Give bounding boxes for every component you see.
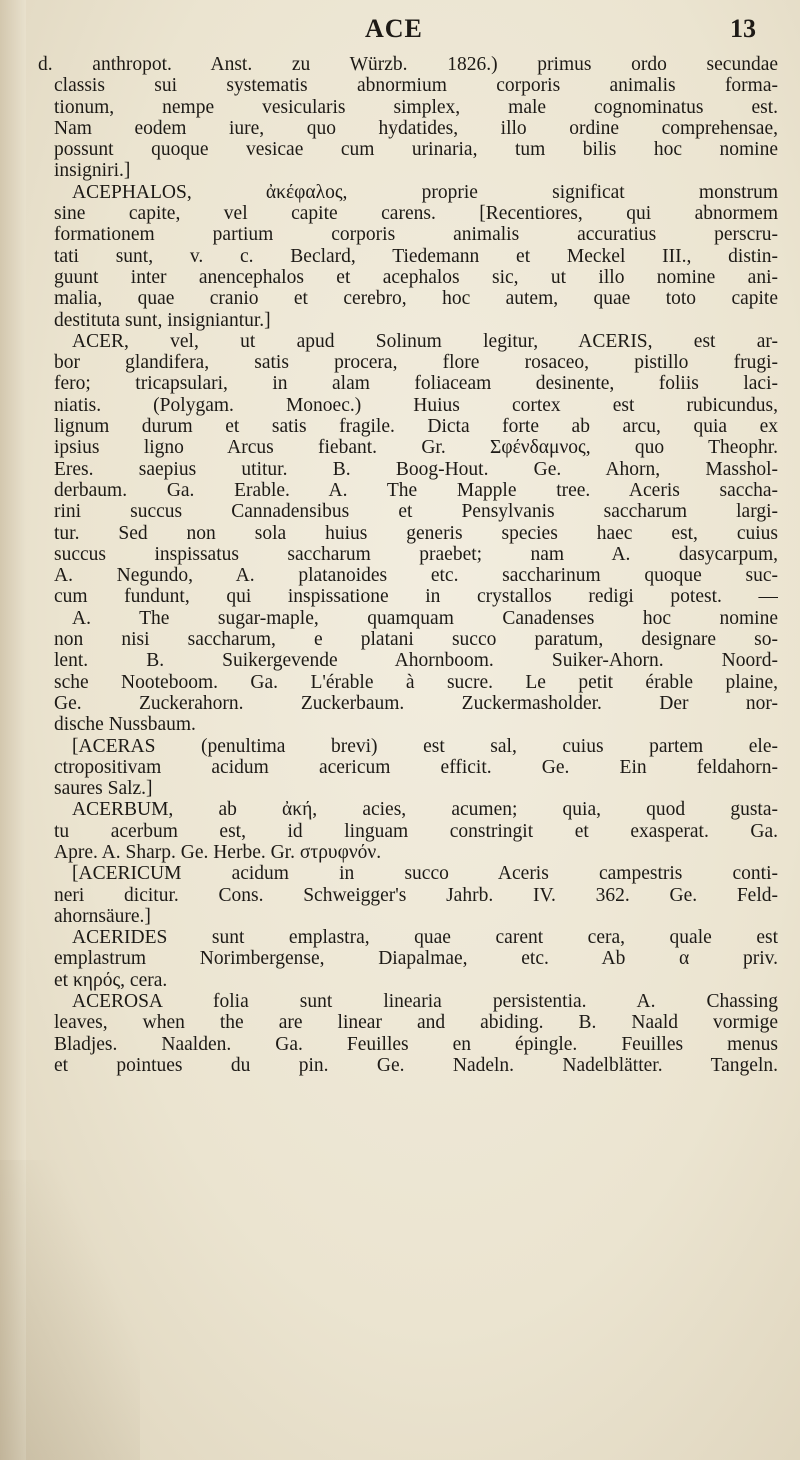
text-line: A. The sugar-maple, quamquam Canadenses hoc nomine <box>72 607 778 629</box>
text-line: sche Nooteboom. Ga. L'érable à sucre. Le petit érable plaine, <box>54 671 778 693</box>
entry-acerosa: ACEROSA folia sunt linearia persistentia. A. Chassing <box>72 991 778 1013</box>
entry-acerides: ACERIDES sunt emplastra, quae carent cera, quale est <box>72 927 778 949</box>
text-line: Apre. A. Sharp. Ge. Herbe. Gr. στρυφνόν. <box>54 841 382 863</box>
text-line: tu acerbum est, id linguam constringit et exasperat. Ga. <box>54 820 778 842</box>
text-line: neri dicitur. Cons. Schweigger's Jahrb. IV. 362. Ge. Feld- <box>54 884 778 906</box>
text-line: et κηρός, cera. <box>54 969 168 991</box>
text-line: fero; tricapsulari, in alam foliaceam desinente, foliis laci- <box>54 373 778 395</box>
running-header <box>0 10 800 50</box>
text-line: saures Salz.] <box>54 778 153 800</box>
text-line: niatis. (Polygam. Monoec.) Huius cortex est rubicundus, <box>54 394 778 416</box>
text-line: A. Negundo, A. platanoides etc. saccharinum quoque suc- <box>54 565 778 587</box>
page-shadow <box>0 1160 140 1460</box>
text-line: destituta sunt, insigniantur.] <box>54 309 271 331</box>
text-line: Ge. Zuckerahorn. Zuckerbaum. Zuckermasholder. Der nor- <box>54 692 778 714</box>
text-line: possunt quoque vesicae cum urinaria, tum bilis hoc nomine <box>54 139 778 161</box>
text-line: bor glandifera, satis procera, flore rosaceo, pistillo frugi- <box>54 352 778 374</box>
text-line: succus inspissatus saccharum praebet; nam A. dasycarpum, <box>54 543 778 565</box>
text-line: insigniri.] <box>54 160 131 182</box>
entry-acericum: [ACERICUM acidum in succo Aceris campestris conti- <box>72 863 778 885</box>
text-line: lignum durum et satis fragile. Dicta forte ab arcu, quia ex <box>54 416 778 438</box>
text-line: ahornsäure.] <box>54 905 151 927</box>
entry-aceras: [ACERAS (penultima brevi) est sal, cuius partem ele- <box>72 735 778 757</box>
entry-acerbum: ACERBUM, ab ἀκή, acies, acumen; quia, quod gusta- <box>72 799 778 821</box>
text-line: guunt inter anencephalos et acephalos sic, ut illo nomine ani- <box>54 266 778 288</box>
text-line: Nam eodem iure, quo hydatides, illo ordine comprehensae, <box>54 117 778 139</box>
text-line: et pointues du pin. Ge. Nadeln. Nadelblätter. Tangeln. <box>54 1054 778 1076</box>
running-headword: ACE <box>365 14 423 43</box>
text-line: tur. Sed non sola huius generis species haec est, cuius <box>54 522 778 544</box>
page-number: 13 <box>730 14 756 43</box>
entry-acer: ACER, vel, ut apud Solinum legitur, ACERIS, est ar- <box>72 330 778 352</box>
text-line: cum fundunt, qui inspissatione in crystallos redigi potest. — <box>54 586 778 608</box>
text-line: ipsius ligno Arcus fiebant. Gr. Σφένδαμνος, quo Theophr. <box>54 437 778 459</box>
text-line: classis sui systematis abnormium corporis animalis forma- <box>54 75 778 97</box>
text-line: Eres. saepius utitur. B. Boog-Hout. Ge. Ahorn, Masshol- <box>54 458 778 480</box>
text-line: lent. B. Suikergevende Ahornboom. Suiker-Ahorn. Noord- <box>54 650 778 672</box>
text-line: Bladjes. Naalden. Ga. Feuilles en épingle. Feuilles menus <box>54 1033 778 1055</box>
text-line: non nisi saccharum, e platani succo paratum, designare so- <box>54 629 778 651</box>
text-line: dische Nussbaum. <box>54 714 196 736</box>
text-line: derbaum. Ga. Erable. A. The Mapple tree. Aceris saccha- <box>54 479 778 501</box>
text-line: rini succus Cannadensibus et Pensylvanis saccharum largi- <box>54 501 778 523</box>
text-line: tionum, nempe vesicularis simplex, male cognominatus est. <box>54 96 778 118</box>
text-line: d. anthropot. Anst. zu Würzb. 1826.) primus ordo secundae <box>38 54 778 75</box>
text-line: formationem partium corporis animalis accuratius perscru- <box>54 224 778 246</box>
text-line: malia, quae cranio et cerebro, hoc autem, quae toto capite <box>54 288 778 310</box>
text-line: sine capite, vel capite carens. [Recentiores, qui abnormem <box>54 203 778 225</box>
text-line: tati sunt, v. c. Beclard, Tiedemann et Meckel III., distin- <box>54 245 778 267</box>
text-line: emplastrum Norimbergense, Diapalmae, etc. Ab α priv. <box>54 948 778 970</box>
text-line: ctropositivam acidum acericum efficit. Ge. Ein feldahorn- <box>54 756 778 778</box>
text-line: leaves, when the are linear and abiding. B. Naald vormige <box>54 1012 778 1034</box>
entry-acephalos: ACEPHALOS, ἀκέφαλος, proprie significat monstrum <box>72 181 778 203</box>
dictionary-text <box>38 54 778 1076</box>
